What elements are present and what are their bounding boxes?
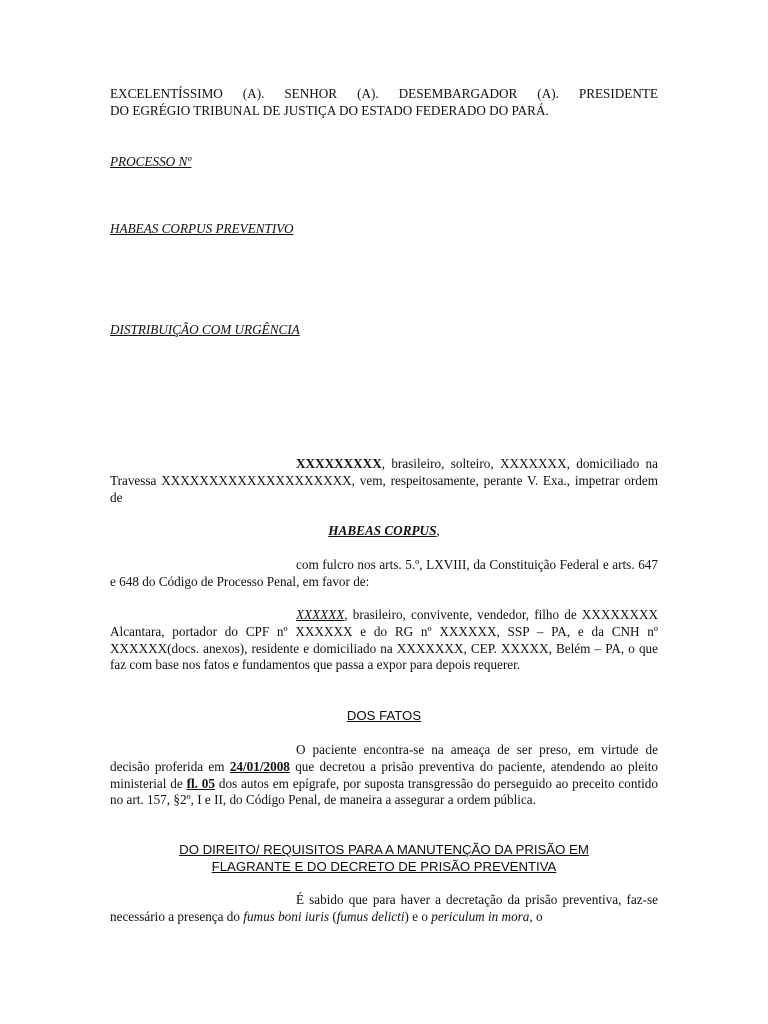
impetrant-text: , brasileiro, solteiro, XXXXXXX, domiciliado na Travessa XXXXXXXXXXXXXXXXXXXX, vem, respeitosamente, perante V. Exa., impetrar ordem de — [110, 456, 658, 505]
habeas-preventivo — [110, 221, 658, 238]
urgent-distribution-label: DISTRIBUIÇÃO COM URGÊNCIA — [110, 322, 300, 337]
facts-text-2: que decretou a prisão preventiva do paciente, atendendo ao pleito ministerial de — [110, 758, 658, 791]
section-law-line-1: DO DIREITO/ REQUISITOS PARA A MANUTENÇÃO DA PRISÃO EM — [179, 842, 589, 857]
impetrant-paragraph — [110, 456, 658, 506]
addressee-line-2: DO EGRÉGIO TRIBUNAL DE JUSTIÇA DO ESTADO FEDERADO DO PARÁ. — [110, 102, 549, 118]
facts-text-3: dos autos em epígrafe, por suposta transgressão do perseguido ao preceito contido no art. 157, §2º, I e II, do Código Penal, de maneira a assegurar a ordem pública. — [110, 775, 658, 808]
patient-text: , brasileiro, convivente, vendedor, filho de XXXXXXXX Alcantara, portador do CPF nº XXXXXX e do RG nº XXXXXX, SSP – PA, e da CNH nº XXXXXX(docs. anexos), residente e domiciliado na XXXXXXX, CEP. XXXXX, Belém – PA, o que faz com base nos fatos e fundamentos que passa a expor para depois requerer. — [110, 607, 658, 673]
habeas-corpus-title — [110, 523, 658, 540]
page-reference: fl. 05 — [186, 775, 215, 791]
decision-date: 24/01/2008 — [229, 758, 290, 774]
law-text-1: É sabido que para haver a decretação da prisão preventiva, faz-se necessário a presença do — [110, 892, 658, 924]
habeas-corpus-title-suffix: , — [436, 523, 440, 538]
addressee-line-1: EXCELENTÍSSIMO (A). SENHOR (A). DESEMBARGADOR (A). PRESIDENTE — [110, 86, 658, 101]
impetrant-name: XXXXXXXXX — [296, 456, 382, 471]
section-facts-heading — [110, 708, 658, 725]
law-paragraph — [110, 892, 658, 926]
legal-basis-text: com fulcro nos arts. 5.º, LXVIII, da Constituição Federal e arts. 647 e 648 do Código de Processo Penal, em favor de: — [110, 557, 658, 589]
process-number — [110, 154, 658, 171]
patient-paragraph — [110, 607, 658, 674]
process-number-label: PROCESSO Nº — [110, 154, 192, 169]
addressee-header — [110, 86, 658, 120]
law-term-periculum-in-mora: periculum in mora — [431, 908, 530, 924]
section-law-line-2: FLAGRANTE E DO DECRETO DE PRISÃO PREVENTIVA — [211, 858, 557, 874]
legal-basis-paragraph — [110, 557, 658, 591]
section-law-heading — [110, 842, 658, 876]
law-text-2: ( — [329, 908, 337, 924]
urgent-distribution — [110, 322, 658, 339]
facts-paragraph — [110, 742, 658, 809]
patient-name: XXXXXX — [296, 607, 345, 622]
law-text-3: ) e o — [404, 908, 432, 924]
habeas-corpus-title-text: HABEAS CORPUS — [328, 523, 437, 538]
habeas-preventivo-label: HABEAS CORPUS PREVENTIVO — [110, 221, 294, 236]
law-term-fumus-delicti: fumus delicti — [336, 908, 405, 924]
facts-text-1: O paciente encontra-se na ameaça de ser preso, em virtude de decisão proferida em — [110, 742, 658, 774]
law-text-4: , o — [529, 908, 543, 924]
section-facts-title: DOS FATOS — [346, 708, 422, 723]
law-term-fumus-boni-iuris: fumus boni iuris — [243, 908, 330, 924]
